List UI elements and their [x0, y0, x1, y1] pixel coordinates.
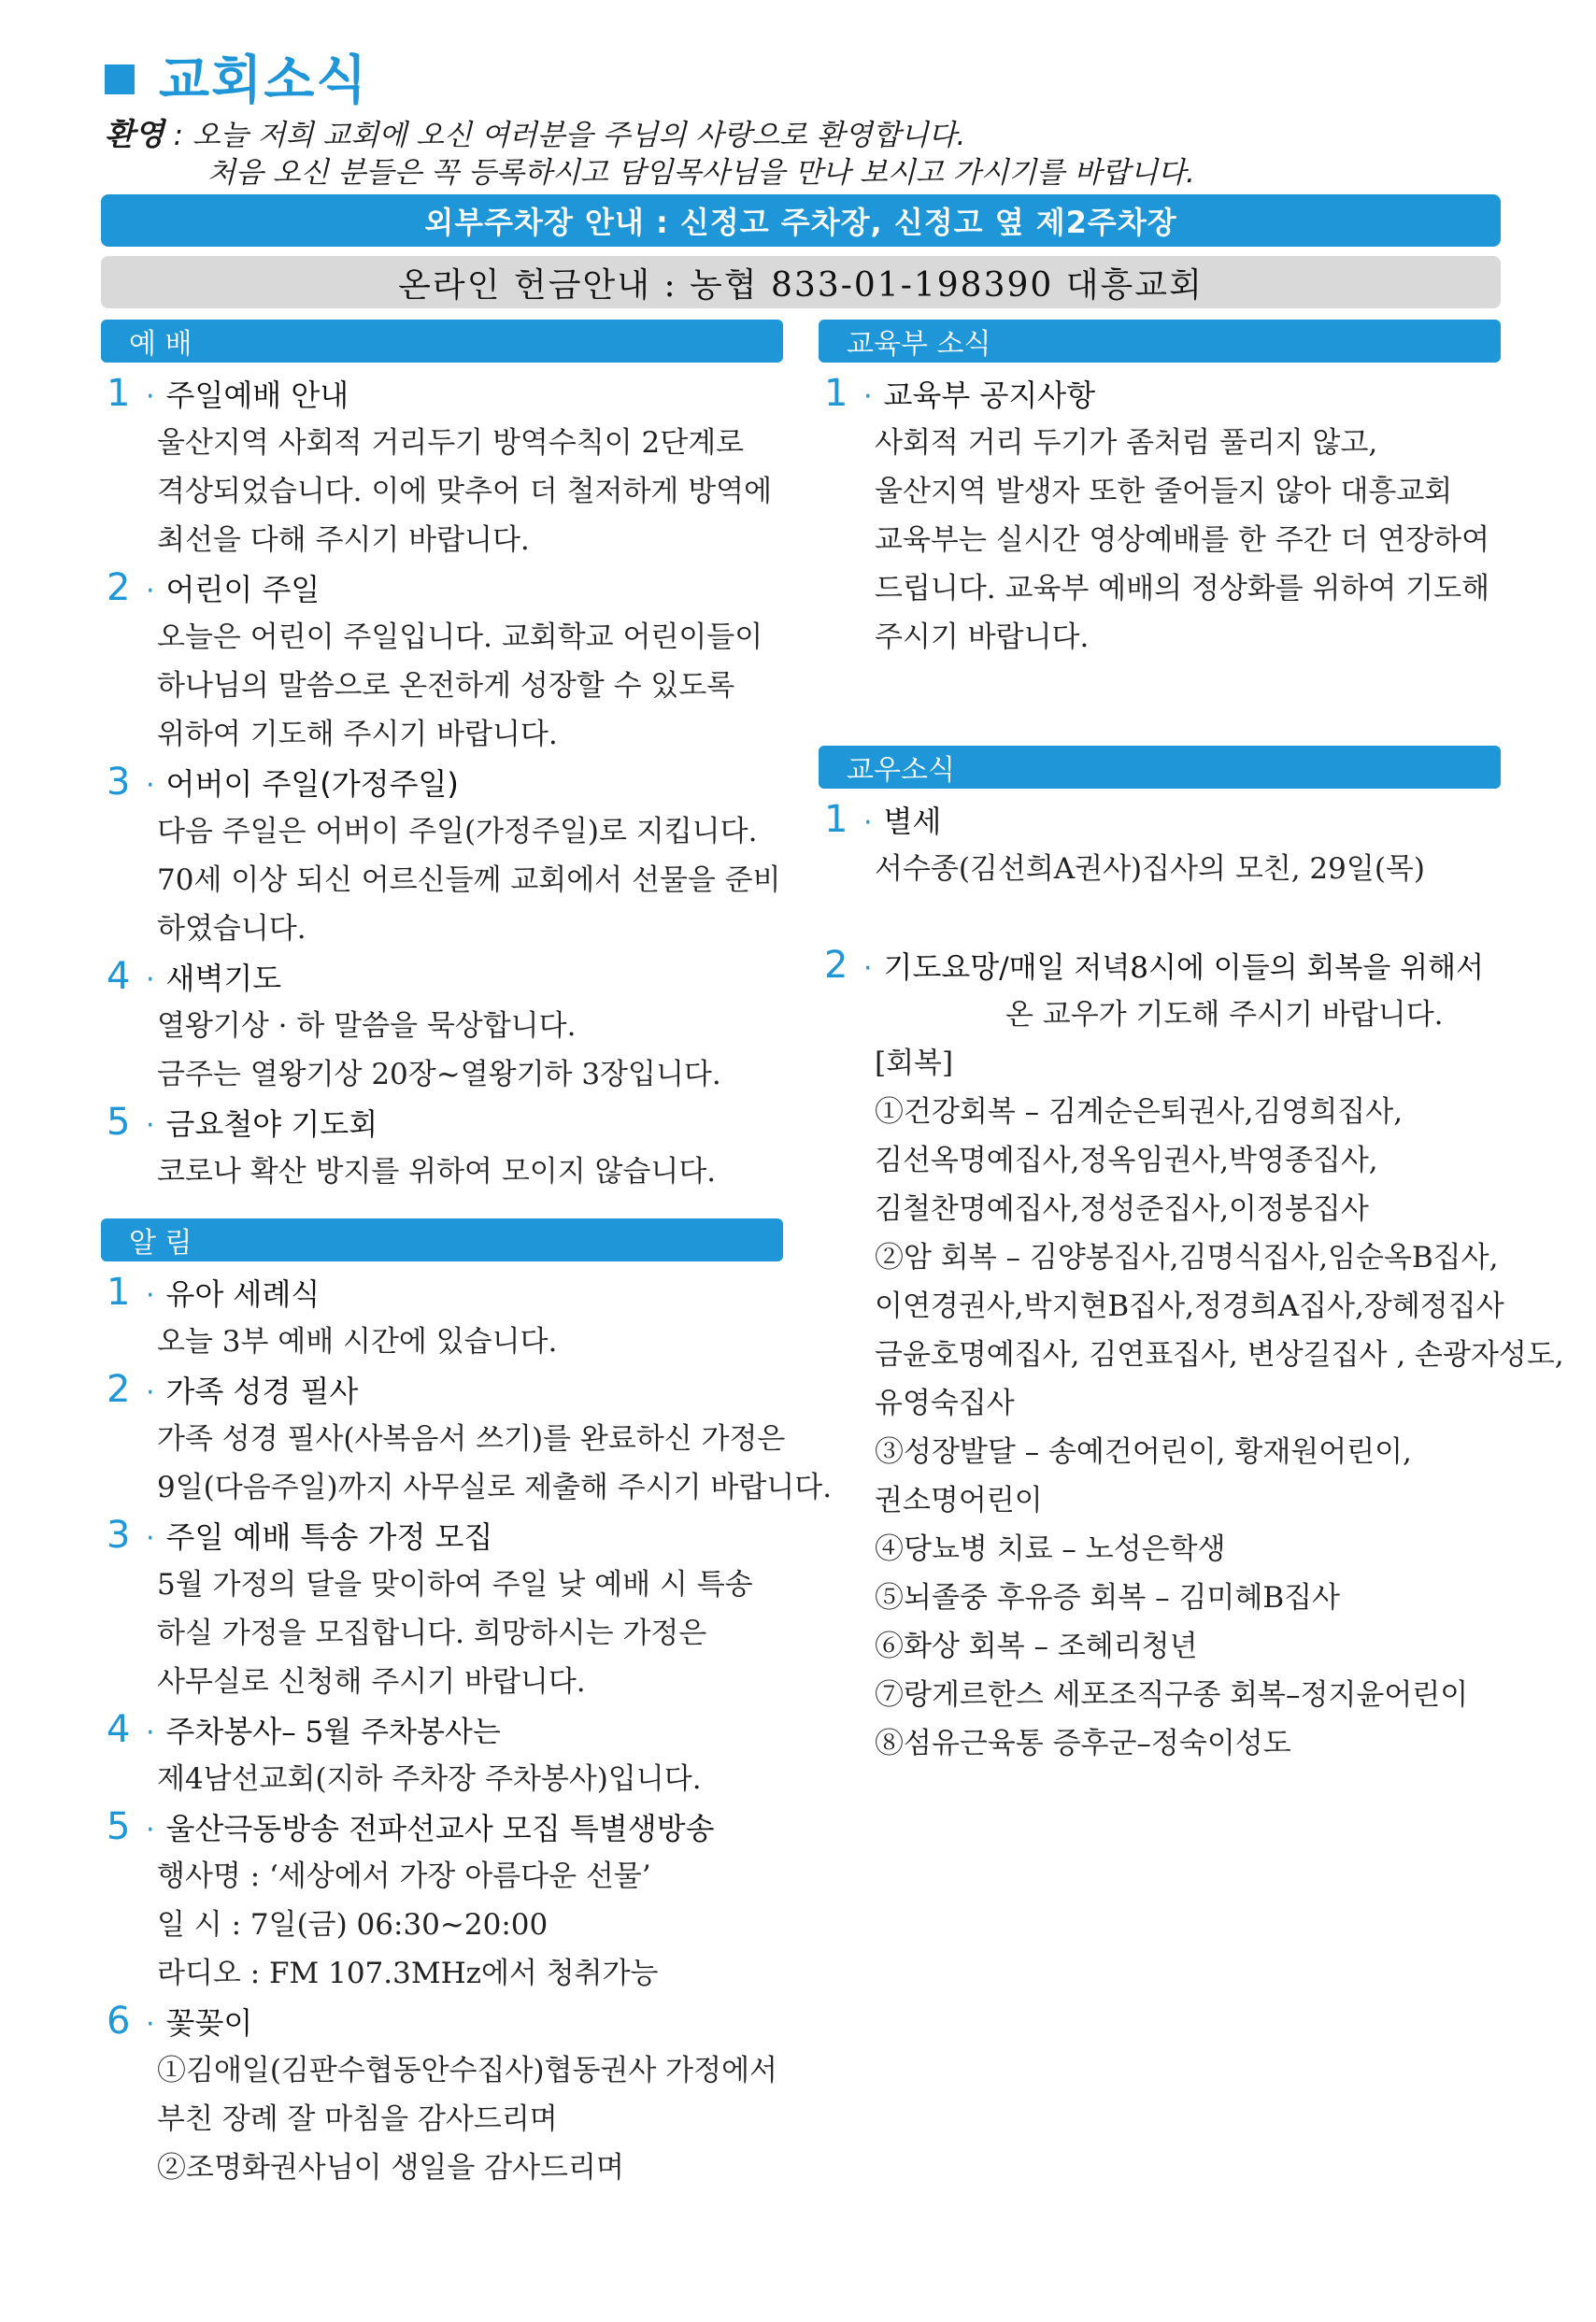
item-line: 하였습니다. [157, 912, 306, 946]
item-head [101, 1805, 783, 1852]
item-number: 2 [107, 1368, 131, 1411]
recovery-line: ⑦랑게르한스 세포조직구종 회복–정지윤어린이 [875, 1678, 1469, 1712]
list-item [101, 1368, 833, 1512]
item-dot: · [146, 380, 155, 413]
recovery-line: [회복] [875, 1047, 954, 1080]
recovery-line: 김철찬명예집사,정성준집사,이정봉집사 [875, 1192, 1369, 1226]
item-line: 위하여 기도해 주시기 바랍니다. [157, 718, 558, 751]
item-head [101, 1368, 783, 1415]
item-body [101, 419, 783, 564]
item-line: 울산지역 사회적 거리두기 방역수칙이 2단계로 [157, 426, 745, 460]
welcome-line-1: : 오늘 저희 교회에 오신 여러분을 주님의 사랑으로 환영합니다. [173, 119, 966, 152]
list-item [101, 372, 783, 564]
item-title: 주일 예배 특송 가정 모집 [165, 1519, 493, 1555]
item-line: 금주는 열왕기상 20장~열왕기하 3장입니다. [157, 1058, 721, 1091]
welcome-message [105, 116, 1506, 192]
item-body [101, 1147, 783, 1196]
item-line: 울산지역 발생자 또한 줄어들지 않아 대흥교회 [875, 475, 1453, 508]
item-number: 4 [107, 955, 131, 998]
list-item [101, 2000, 783, 2192]
item-line: 열왕기상 · 하 말씀을 묵상합니다. [157, 1009, 577, 1043]
item-dot: · [863, 380, 873, 413]
item-dot: · [146, 1376, 155, 1409]
recovery-line: ③성장발달 – 송예건어린이, 황재원어린이, [875, 1435, 1412, 1469]
members-section-header: 교우소식 [819, 746, 1501, 789]
page-title: 교회소식 [159, 50, 369, 111]
item-line: 최선을 다해 주시기 바랍니다. [157, 523, 530, 557]
item-body [101, 1415, 833, 1512]
item-head [101, 566, 783, 613]
item-line: 주시기 바랍니다. [875, 620, 1090, 654]
parking-banner: 외부주차장 안내 : 신정고 주차장, 신정고 옆 제2주차장 [101, 194, 1501, 247]
list-item [101, 1805, 783, 1998]
item-head [819, 944, 1501, 990]
worship-list [101, 372, 783, 1196]
item-line: 코로나 확산 방지를 위하여 모이지 않습니다. [157, 1155, 717, 1189]
item-head [101, 1101, 783, 1147]
item-body [101, 613, 783, 759]
item-title: 유아 세례식 [165, 1276, 321, 1312]
right-column [819, 320, 1564, 1770]
item-line: 오늘은 어린이 주일입니다. 교회학교 어린이들이 [157, 620, 763, 654]
item-head [101, 1514, 783, 1560]
recovery-line: 유영숙집사 [875, 1387, 1015, 1420]
item-body [101, 807, 783, 953]
item-body [101, 2046, 783, 2192]
recovery-list [875, 1039, 1564, 1768]
item-number: 3 [107, 1514, 131, 1557]
item-number: 5 [107, 1805, 131, 1848]
item-body [101, 1560, 783, 1706]
item-line: 온 교우가 기도해 주시기 바랍니다. [1005, 998, 1444, 1032]
list-item [819, 798, 1501, 893]
recovery-line: ①건강회복 – 김계순은퇴권사,김영희집사, [875, 1095, 1404, 1129]
item-body [101, 1852, 783, 1998]
item-number: 4 [107, 1708, 131, 1751]
item-number: 6 [107, 2000, 131, 2043]
list-item [819, 944, 1564, 1768]
item-title: 기도요망 [883, 949, 1000, 985]
list-item [101, 1101, 783, 1196]
item-dot: · [146, 2008, 155, 2041]
offering-banner: 온라인 헌금안내 : 농협 833-01-198390 대흥교회 [101, 256, 1501, 308]
item-dot: · [146, 1279, 155, 1312]
education-list [819, 372, 1501, 662]
item-title: 어린이 주일 [165, 572, 321, 607]
recovery-line: ⑧섬유근육통 증후군–정숙이성도 [875, 1727, 1291, 1760]
item-line: 5월 가정의 달을 맞이하여 주일 낮 예배 시 특송 [157, 1568, 753, 1602]
item-dot: · [146, 963, 155, 996]
item-number: 1 [824, 372, 848, 415]
title-row [105, 41, 1506, 112]
worship-section-header: 예 배 [101, 320, 783, 363]
list-item [101, 1271, 783, 1366]
item-line: 부친 장례 잘 마침을 감사드리며 [157, 2102, 558, 2136]
item-line: 일 시 : 7일(금) 06:30~20:00 [157, 1908, 549, 1942]
item-line: 다음 주일은 어버이 주일(가정주일)로 지킵니다. [157, 815, 758, 848]
item-line: 9일(다음주일)까지 사무실로 제출해 주시기 바랍니다. [157, 1471, 833, 1504]
item-line: 가족 성경 필사(사복음서 쓰기)를 완료하신 가정은 [157, 1422, 786, 1456]
item-title: 꽃꽂이 [165, 2005, 253, 2041]
item-number: 5 [107, 1101, 131, 1144]
recovery-line: 금윤호명예집사, 김연표집사, 변상길집사 , 손광자성도, [875, 1338, 1564, 1372]
title-square-icon [105, 64, 135, 94]
item-number: 1 [824, 798, 848, 841]
item-body [101, 1755, 783, 1803]
notice-list [101, 1271, 833, 2192]
item-line: 교육부는 실시간 영상예배를 한 주간 더 연장하여 [875, 523, 1490, 557]
welcome-line-2: 처음 오신 분들은 꼭 등록하시고 담임목사님을 만나 보시고 가시기를 바랍니다. [207, 156, 1195, 190]
item-dot: · [863, 806, 873, 839]
item-line: ②조명화권사님이 생일을 감사드리며 [157, 2151, 624, 2185]
welcome-label: 환영 [105, 116, 164, 152]
item-title: 주일예배 안내 [165, 378, 349, 413]
item-dot: · [146, 1717, 155, 1749]
list-item [101, 1708, 783, 1803]
item-body [819, 990, 1564, 1768]
item-title: 새벽기도 [165, 961, 282, 996]
item-head [819, 798, 1501, 845]
page-header [105, 41, 1506, 192]
item-line: 제4남선교회(지하 주차장 주차봉사)입니다. [157, 1762, 702, 1796]
list-item [101, 955, 783, 1099]
list-item [101, 761, 783, 953]
list-item [101, 566, 783, 759]
list-item [101, 1514, 783, 1706]
item-line: 라디오 : FM 107.3MHz에서 청취가능 [157, 1957, 659, 1990]
item-line: 오늘 3부 예배 시간에 있습니다. [157, 1325, 558, 1359]
recovery-line: ④당뇨병 치료 – 노성은학생 [875, 1532, 1226, 1566]
item-dot: · [146, 1109, 155, 1142]
item-line: 하실 가정을 모집합니다. 희망하시는 가정은 [157, 1617, 707, 1650]
item-dot: · [146, 1522, 155, 1555]
item-body [819, 419, 1501, 662]
recovery-line: 이연경권사,박지현B집사,정경희A집사,장혜정집사 [875, 1289, 1504, 1323]
item-title: 울산극동방송 전파선교사 모집 특별생방송 [165, 1811, 715, 1846]
recovery-line: ⑥화상 회복 – 조혜리청년 [875, 1630, 1198, 1663]
item-title-suffix: – 5월 주차봉사는 [281, 1716, 501, 1749]
item-number: 2 [824, 944, 848, 987]
item-body [101, 1002, 783, 1099]
item-head [101, 2000, 783, 2046]
item-line: 70세 이상 되신 어르신들께 교회에서 선물을 준비 [157, 863, 781, 897]
notice-section-header: 알 림 [101, 1218, 783, 1261]
item-title: 교육부 공지사항 [883, 378, 1096, 413]
item-line: 서수종(김선희A권사)집사의 모친, 29일(목) [875, 852, 1425, 886]
item-number: 3 [107, 761, 131, 804]
item-head [101, 761, 783, 807]
item-dot: · [863, 952, 873, 985]
item-title: 금요철야 기도회 [165, 1106, 378, 1142]
item-title: 가족 성경 필사 [165, 1374, 359, 1409]
education-section-header: 교육부 소식 [819, 320, 1501, 363]
item-body [819, 845, 1501, 893]
item-line: 사회적 거리 두기가 좀처럼 풀리지 않고, [875, 426, 1378, 460]
recovery-line: ⑤뇌졸중 후유증 회복 – 김미혜B집사 [875, 1581, 1340, 1615]
recovery-line: 김선옥명예집사,정옥임권사,박영종집사, [875, 1144, 1378, 1177]
left-column [101, 320, 833, 2194]
item-head [819, 372, 1501, 419]
recovery-line: ②암 회복 – 김양봉집사,김명식집사,임순옥B집사, [875, 1241, 1499, 1275]
item-head [101, 1708, 783, 1755]
item-line: 사무실로 신청해 주시기 바랍니다. [157, 1665, 586, 1699]
item-head [101, 1271, 783, 1318]
item-line: 하나님의 말씀으로 온전하게 성장할 수 있도록 [157, 669, 735, 703]
item-line: 격상되었습니다. 이에 맞추어 더 철저하게 방역에 [157, 475, 773, 508]
item-head [101, 372, 783, 419]
item-dot: · [146, 769, 155, 802]
item-title-suffix: /매일 저녁8시에 이들의 회복을 위해서 [999, 951, 1484, 985]
item-line: 드립니다. 교육부 예배의 정상화를 위하여 기도해 [875, 572, 1490, 605]
list-item [819, 372, 1501, 662]
item-body [101, 1318, 783, 1366]
item-line: ①김애일(김판수협동안수집사)협동권사 가정에서 [157, 2054, 777, 2087]
item-number: 1 [107, 1271, 131, 1314]
item-line: 행사명 : ‘세상에서 가장 아름다운 선물’ [157, 1859, 651, 1893]
item-number: 1 [107, 372, 131, 415]
item-title: 별세 [883, 804, 942, 839]
item-head [101, 955, 783, 1002]
item-dot: · [146, 575, 155, 607]
item-dot: · [146, 1814, 155, 1846]
recovery-line: 권소명어린이 [875, 1484, 1043, 1517]
item-number: 2 [107, 566, 131, 609]
item-title: 주차봉사 [165, 1714, 282, 1749]
item-title: 어버이 주일(가정주일) [165, 766, 459, 802]
